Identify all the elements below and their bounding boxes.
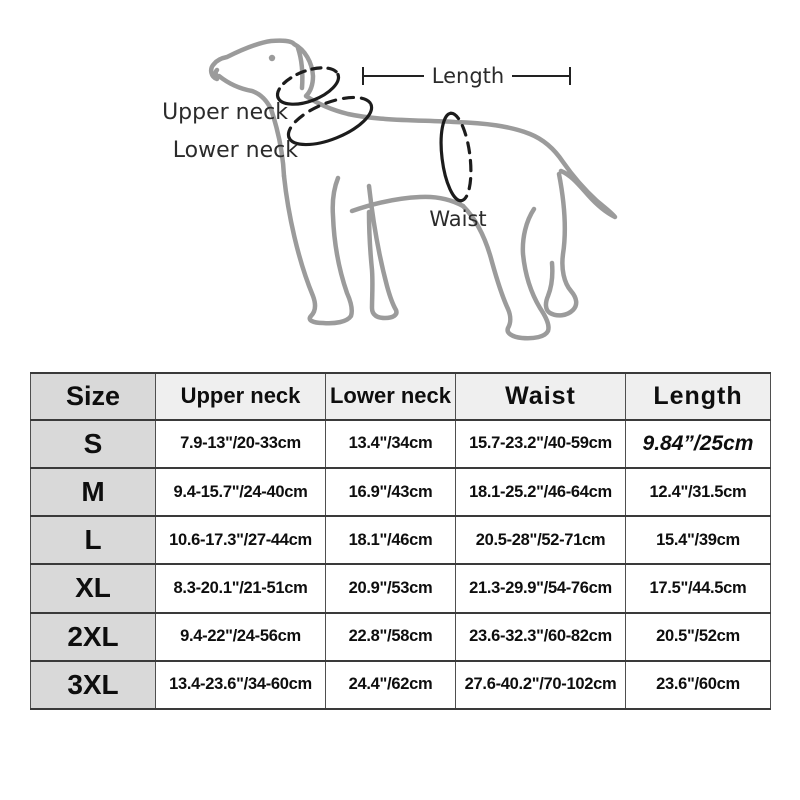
cell-waist: 20.5-28"/52-71cm bbox=[456, 516, 626, 564]
dog-eye-dot bbox=[269, 55, 275, 61]
waist-label: Waist bbox=[429, 207, 487, 231]
size-label: M bbox=[31, 468, 156, 516]
cell-lower-neck: 24.4"/62cm bbox=[326, 661, 456, 709]
table-row-2xl bbox=[31, 613, 771, 661]
cell-lower-neck: 16.9"/43cm bbox=[326, 468, 456, 516]
cell-waist: 18.1-25.2"/46-64cm bbox=[456, 468, 626, 516]
cell-length: 23.6"/60cm bbox=[626, 661, 771, 709]
column-header-upper-neck: Upper neck bbox=[156, 373, 326, 420]
cell-upper-neck: 9.4-15.7"/24-40cm bbox=[156, 468, 326, 516]
cell-length: 15.4"/39cm bbox=[626, 516, 771, 564]
cell-upper-neck: 7.9-13"/20-33cm bbox=[156, 420, 326, 468]
header-row bbox=[31, 373, 771, 420]
cell-waist: 21.3-29.9"/54-76cm bbox=[456, 564, 626, 612]
table-row-l bbox=[31, 516, 771, 564]
dog-outline bbox=[211, 41, 615, 339]
cell-waist: 23.6-32.3"/60-82cm bbox=[456, 613, 626, 661]
cell-waist: 27.6-40.2"/70-102cm bbox=[456, 661, 626, 709]
table-row-m bbox=[31, 468, 771, 516]
cell-length: 17.5"/44.5cm bbox=[626, 564, 771, 612]
table-row-3xl bbox=[31, 661, 771, 709]
waist-ellipse-dashed bbox=[451, 113, 471, 200]
cell-length: 20.5"/52cm bbox=[626, 613, 771, 661]
cell-lower-neck: 22.8"/58cm bbox=[326, 613, 456, 661]
size-label: 3XL bbox=[31, 661, 156, 709]
column-header-length: Length bbox=[626, 373, 771, 420]
cell-upper-neck: 8.3-20.1"/21-51cm bbox=[156, 564, 326, 612]
size-label: S bbox=[31, 420, 156, 468]
cell-lower-neck: 20.9"/53cm bbox=[326, 564, 456, 612]
size-label: 2XL bbox=[31, 613, 156, 661]
size-label: XL bbox=[31, 564, 156, 612]
table-row-s bbox=[31, 420, 771, 468]
column-header-lower-neck: Lower neck bbox=[326, 373, 456, 420]
column-header-waist: Waist bbox=[456, 373, 626, 420]
upper-neck-label: Upper neck bbox=[162, 100, 288, 125]
cell-upper-neck: 9.4-22"/24-56cm bbox=[156, 613, 326, 661]
cell-lower-neck: 18.1"/46cm bbox=[326, 516, 456, 564]
cell-waist: 15.7-23.2"/40-59cm bbox=[456, 420, 626, 468]
column-header-size: Size bbox=[31, 373, 156, 420]
cell-upper-neck: 13.4-23.6"/34-60cm bbox=[156, 661, 326, 709]
cell-lower-neck: 13.4"/34cm bbox=[326, 420, 456, 468]
cell-length: 12.4"/31.5cm bbox=[626, 468, 771, 516]
size-chart-table bbox=[30, 372, 771, 710]
table-row-xl bbox=[31, 564, 771, 612]
length-label: Length bbox=[431, 64, 505, 88]
highlighted-length-value: 9.84”/25cm bbox=[626, 420, 771, 468]
dog-measurement-diagram bbox=[0, 4, 800, 364]
lower-neck-label: Lower neck bbox=[172, 138, 298, 163]
waist-ellipse-solid bbox=[441, 113, 461, 200]
size-label: L bbox=[31, 516, 156, 564]
cell-upper-neck: 10.6-17.3"/27-44cm bbox=[156, 516, 326, 564]
